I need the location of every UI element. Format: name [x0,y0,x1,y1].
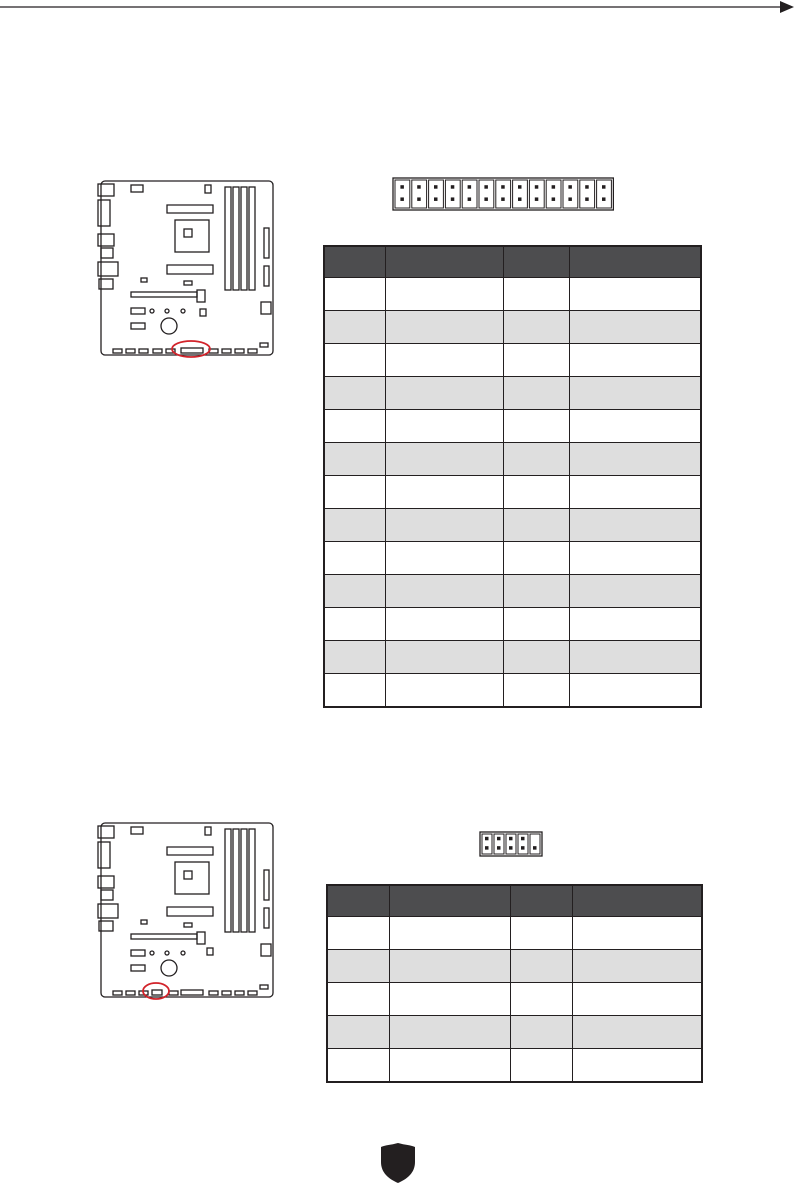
table-cell [327,983,389,1016]
table-row [327,1049,702,1083]
table-cell [324,476,385,509]
table-row [324,443,701,476]
table-cell [327,1049,389,1083]
table-cell [324,575,385,608]
pin [451,197,455,201]
table-header-row [324,246,701,278]
pin [501,197,505,201]
table-cell [569,278,701,311]
table-row [324,377,701,410]
column-header [572,885,702,917]
table-cell [385,641,503,674]
pin [400,185,404,189]
table-row [327,1016,702,1049]
pin [535,197,539,201]
pin [533,846,537,850]
pin [497,837,501,841]
table-cell [389,917,510,950]
table-row [324,344,701,377]
table-cell [324,674,385,708]
table-cell [569,575,701,608]
table-cell [324,443,385,476]
table-cell [503,377,569,410]
pin [485,846,489,850]
pin [484,185,488,189]
table-row [324,608,701,641]
pin [521,837,525,841]
table-cell [385,542,503,575]
pin [602,197,606,201]
pin [552,185,556,189]
table-cell [324,641,385,674]
table-cell [569,443,701,476]
table-cell [385,443,503,476]
table-header-row [327,885,702,917]
pin [434,185,438,189]
table-cell [389,950,510,983]
table-cell [503,641,569,674]
pin [602,185,606,189]
pin-cell [563,180,578,208]
table-cell [569,476,701,509]
pin-cell [412,180,427,208]
pin-cell [529,180,544,208]
pin [468,197,472,201]
table-cell [510,1049,572,1083]
pin [568,185,572,189]
table-cell [327,1016,389,1049]
column-header [510,885,572,917]
pin [552,197,556,201]
pin-header-diagram-b [479,831,543,859]
pin [485,837,489,841]
table-cell [503,542,569,575]
table-row [324,311,701,344]
table-row [324,410,701,443]
pin-table-b [326,884,703,1083]
table-cell [572,983,702,1016]
motherboard-diagram-b [97,820,277,1002]
table-cell [510,983,572,1016]
pin-cell [445,180,460,208]
column-header [327,885,389,917]
pin [518,197,522,201]
table-row [327,917,702,950]
table-cell [503,344,569,377]
pin-table-a [323,245,702,708]
table-row [324,641,701,674]
column-header [503,246,569,278]
table-cell [327,917,389,950]
table-cell [569,674,701,708]
pin-cell [479,180,494,208]
table-cell [385,278,503,311]
table-cell [510,917,572,950]
table-cell [569,542,701,575]
table-row [327,950,702,983]
table-cell [324,410,385,443]
table-cell [324,311,385,344]
pin [585,197,589,201]
table-cell [503,674,569,708]
pin-cell [462,180,477,208]
column-header [385,246,503,278]
table-cell [389,1016,510,1049]
table-cell [510,1016,572,1049]
pin [535,185,539,189]
pin [568,197,572,201]
pin [521,846,525,850]
table-cell [572,1016,702,1049]
table-cell [572,917,702,950]
table-cell [385,311,503,344]
pin [400,197,404,201]
table-cell [503,476,569,509]
table-cell [324,344,385,377]
pin [509,846,513,850]
table-cell [569,344,701,377]
table-cell [510,950,572,983]
column-header [389,885,510,917]
pin [497,846,501,850]
table-cell [503,443,569,476]
pin-cell [496,180,511,208]
table-row [324,278,701,311]
table-row [324,575,701,608]
table-cell [324,377,385,410]
table-row [324,542,701,575]
pin-cell [530,834,540,854]
table-cell [389,1049,510,1083]
motherboard-diagram-a [97,178,277,360]
pin-cell [513,180,528,208]
pin [585,185,589,189]
pin-cell [597,180,612,208]
pin [434,197,438,201]
pin [518,185,522,189]
table-cell [385,575,503,608]
pin-cell [546,180,561,208]
pin-cell [395,180,410,208]
table-row [324,509,701,542]
table-cell [385,377,503,410]
pin [501,185,505,189]
table-cell [569,608,701,641]
table-cell [385,608,503,641]
table-cell [324,278,385,311]
table-cell [503,509,569,542]
table-row [327,983,702,1016]
table-cell [569,410,701,443]
table-cell [385,410,503,443]
column-header [569,246,701,278]
table-cell [569,641,701,674]
pin [509,837,513,841]
table-cell [385,476,503,509]
table-cell [385,674,503,708]
table-cell [385,509,503,542]
table-cell [389,983,510,1016]
table-row [324,476,701,509]
table-cell [327,950,389,983]
table-cell [572,1049,702,1083]
pin-cell [580,180,595,208]
table-cell [503,410,569,443]
column-header [324,246,385,278]
pin-header-diagram-a [392,177,614,213]
table-cell [503,608,569,641]
table-cell [324,608,385,641]
table-row [324,674,701,708]
table-cell [503,278,569,311]
table-cell [569,377,701,410]
pin [417,185,421,189]
pin [468,185,472,189]
top-rule [0,0,794,14]
table-cell [503,575,569,608]
pin [484,197,488,201]
shield-icon [380,1142,416,1184]
pin [451,185,455,189]
pin [417,197,421,201]
table-cell [569,311,701,344]
table-cell [503,311,569,344]
table-cell [572,950,702,983]
table-cell [324,509,385,542]
table-cell [569,509,701,542]
table-cell [324,542,385,575]
pin-cell [429,180,444,208]
table-cell [385,344,503,377]
